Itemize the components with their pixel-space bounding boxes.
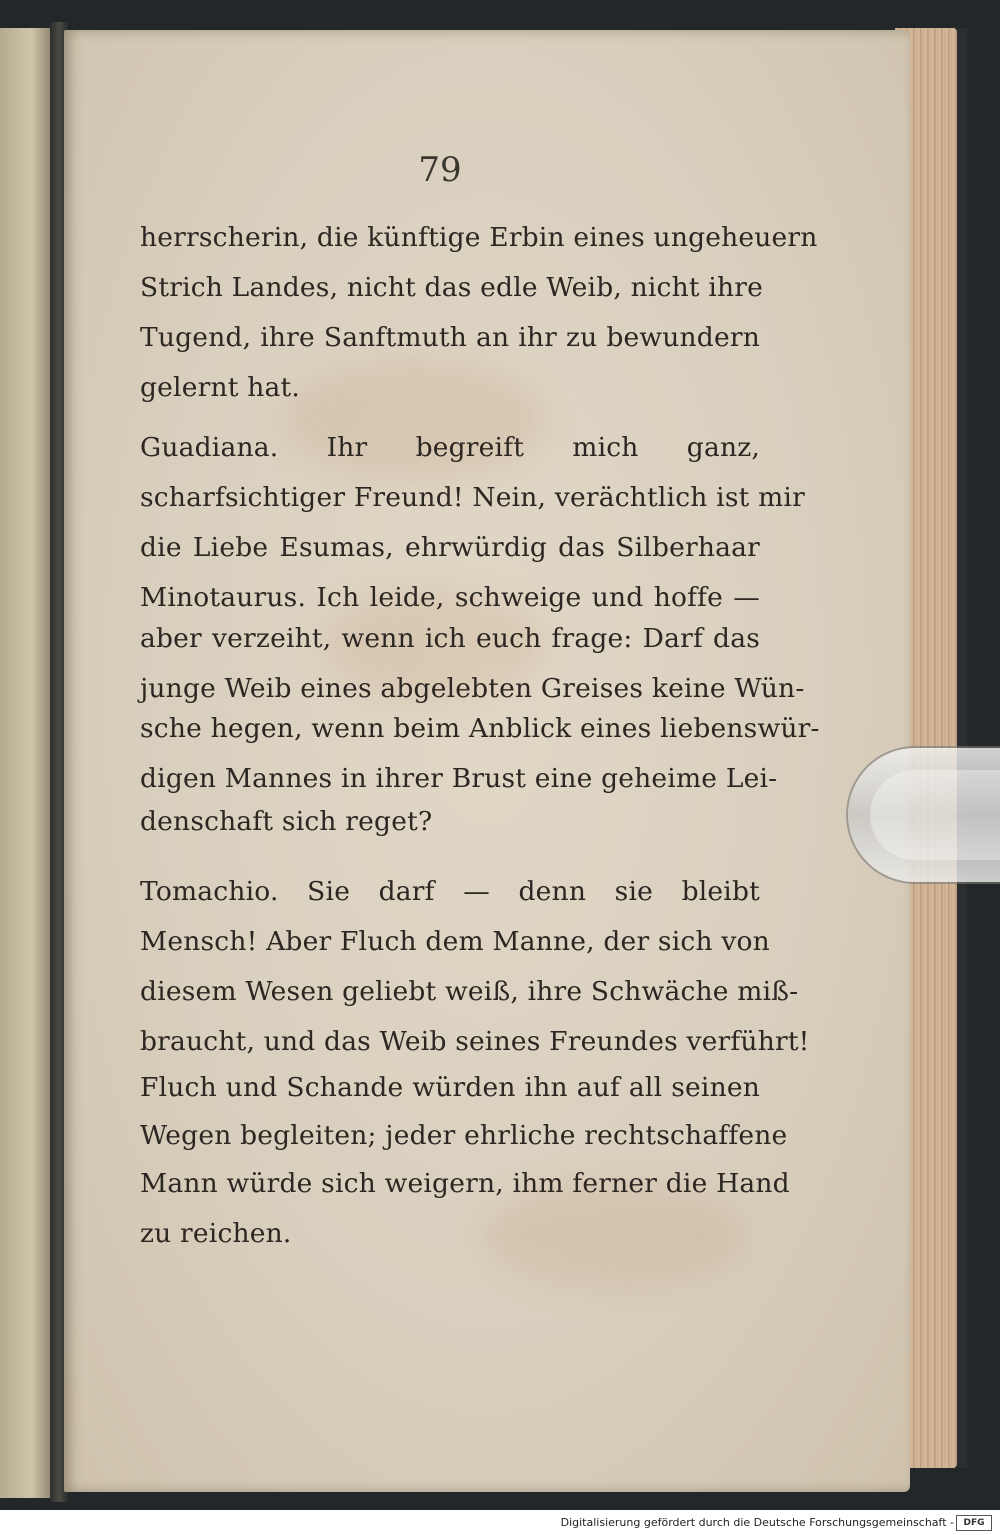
- text-line: diesem Wesen geliebt weiß, ihre Schwäche miß-: [140, 976, 799, 1007]
- text-line: Fluch und Schande würden ihn auf all seinen: [140, 1072, 760, 1103]
- text-line: gelernt hat.: [140, 372, 300, 403]
- text-line: braucht, und das Weib seines Freundes verführt!: [140, 1026, 810, 1057]
- text-line: denschaft sich reget?: [140, 806, 433, 837]
- glass-highlight: [870, 770, 1000, 860]
- page-number: 79: [418, 150, 462, 190]
- text-line: Strich Landes, nicht das edle Weib, nicht ihre: [140, 272, 764, 303]
- text-line: scharfsichtiger Freund! Nein, verächtlich ist mir: [140, 482, 805, 513]
- text-line: Guadiana. Ihr begreift mich ganz,: [140, 432, 760, 463]
- previous-page-edge: [0, 28, 52, 1498]
- text-line: aber verzeiht, wenn ich euch frage: Darf das: [140, 623, 760, 654]
- text-line: sche hegen, wenn beim Anblick eines liebenswür-: [140, 713, 820, 744]
- text-line: Wegen begleiten; jeder ehrliche rechtschaffene: [140, 1120, 788, 1151]
- text-line: Tomachio. Sie darf — denn sie bleibt: [140, 876, 760, 907]
- text-line: zu reichen.: [140, 1218, 292, 1249]
- text-line: herrscherin, die künftige Erbin eines ungeheuern: [140, 222, 818, 253]
- text-line: Tugend, ihre Sanftmuth an ihr zu bewundern: [140, 322, 760, 353]
- digitization-credit: Digitalisierung gefördert durch die Deutsche Forschungsgemeinschaft -: [560, 1516, 954, 1529]
- text-line: Mensch! Aber Fluch dem Manne, der sich von: [140, 926, 770, 957]
- text-line: junge Weib eines abgelebten Greises keine Wün-: [140, 673, 805, 704]
- dfg-logo-icon: DFG: [956, 1515, 992, 1531]
- text-line: Minotaurus. Ich leide, schweige und hoffe —: [140, 582, 760, 613]
- text-line: Mann würde sich weigern, ihm ferner die Hand: [140, 1168, 790, 1199]
- text-line: digen Mannes in ihrer Brust eine geheime Lei-: [140, 763, 778, 794]
- text-line: die Liebe Esumas, ehrwürdig das Silberhaar: [140, 532, 760, 563]
